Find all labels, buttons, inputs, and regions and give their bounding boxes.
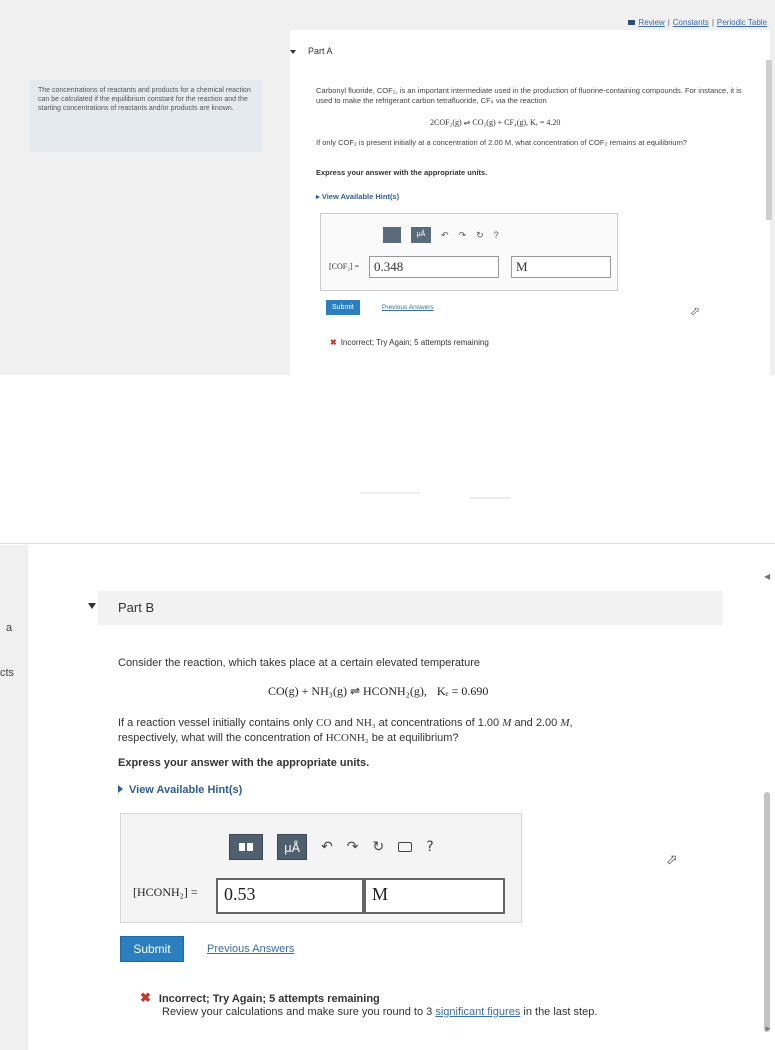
part-a-hint-link[interactable]: ▸ View Available Hint(s): [316, 192, 400, 201]
keyboard-icon[interactable]: [398, 842, 412, 852]
scrollbar-thumb[interactable]: [764, 792, 770, 1032]
feedback-title: Incorrect; Try Again; 5 attempts remaining: [158, 993, 380, 1005]
reset-icon[interactable]: ↻: [476, 229, 484, 240]
help-icon[interactable]: ?: [493, 230, 499, 240]
part-b-submit-button[interactable]: Submit: [120, 936, 184, 962]
part-a-toolbar: [383, 226, 499, 244]
part-a-answer-box: [320, 213, 618, 291]
scroll-up-icon[interactable]: ◀: [764, 572, 771, 581]
left-nav-item-a[interactable]: a: [6, 622, 13, 634]
part-a-header[interactable]: [290, 46, 333, 56]
section-divider: [0, 543, 775, 544]
blank-smudge: [470, 497, 510, 499]
feedback-detail: Review your calculations and make sure you round to 3 significant figures in the last step.: [162, 1006, 598, 1018]
part-b-answer-box: [120, 813, 522, 923]
cursor-icon: ⬀: [690, 304, 701, 318]
top-links: Review | Constants | Periodic Table: [628, 18, 767, 27]
part-b-title: Part B: [118, 600, 155, 615]
top-section: [0, 0, 775, 375]
undo-icon[interactable]: ↶: [441, 229, 449, 240]
part-b-unit-input[interactable]: M: [364, 878, 505, 914]
review-icon: [628, 20, 635, 25]
reset-icon[interactable]: ↻: [372, 839, 385, 855]
collapse-icon: [290, 50, 296, 54]
part-a-answer-input[interactable]: 0.348: [369, 256, 499, 278]
help-icon[interactable]: ?: [426, 839, 434, 855]
part-b-previous-answers-link[interactable]: Previous Answers: [207, 943, 295, 955]
part-a-submit-button[interactable]: Submit: [326, 300, 360, 315]
cursor-icon: ⬀: [666, 851, 678, 867]
part-a-title: Part A: [308, 46, 333, 56]
part-a-feedback: ✖ Incorrect; Try Again; 5 attempts remaining: [330, 338, 489, 347]
part-b-units-prompt: Express your answer with the appropriate units.: [118, 757, 370, 769]
part-b-question: If a reaction vessel initially contains only CO and NH₃ at concentrations of 1.00 M and 2.00 M, respectively, what will the concentration of HCONH₂ be at equilibrium?: [118, 717, 573, 744]
part-a-equation: 2COF₂(g) ⇌ CO₂(g) + CF₄(g), Kₑ = 4.20: [430, 118, 561, 127]
part-b-toolbar: [229, 834, 434, 860]
sidebar-text: The concentrations of reactants and products for a chemical reaction can be calculated if the equilibrium constant for the reaction and the starting concentrations of reactants and/or products are known.: [38, 87, 251, 112]
part-a-panel: [290, 30, 770, 375]
blank-smudge: [360, 492, 420, 494]
part-b-intro: Consider the reaction, which takes place at a certain elevated temperature: [118, 657, 480, 669]
part-a-unit-input[interactable]: M: [511, 256, 611, 278]
units-icon[interactable]: μÅ: [277, 834, 307, 860]
part-a-answer-label: [COF₂] =: [329, 262, 360, 271]
collapse-icon[interactable]: [88, 603, 96, 609]
left-nav-strip: [0, 545, 28, 1050]
part-a-previous-answers-link[interactable]: Previous Answers: [382, 304, 434, 311]
left-nav-item-cts[interactable]: cts: [0, 667, 15, 679]
significant-figures-link[interactable]: significant figures: [435, 1006, 521, 1018]
incorrect-x-icon: ✖: [330, 338, 337, 347]
undo-icon[interactable]: ↶: [321, 839, 333, 855]
units-icon[interactable]: μÅ: [411, 227, 431, 243]
part-b-equation: CO(g) + NH₃(g) ⇌ HCONH₂(g), Kₑ = 0.690: [268, 684, 489, 698]
intro-sidebar: [30, 80, 262, 152]
part-a-question: If only COF₂ is present initially at a concentration of 2.00 M, what concentration of COF₂ remains at equilibrium?: [316, 138, 687, 147]
expand-icon: [118, 785, 123, 793]
part-b-answer-label: [HCONH₂] =: [133, 885, 198, 899]
top-scrollbar[interactable]: [766, 60, 772, 220]
redo-icon[interactable]: ↷: [458, 229, 467, 240]
redo-icon[interactable]: ↷: [346, 839, 359, 855]
constants-link[interactable]: Constants: [672, 18, 709, 27]
scroll-down-icon[interactable]: ►: [764, 1024, 772, 1033]
part-a-units-prompt: Express your answer with the appropriate units.: [316, 168, 488, 177]
matrix-template-icon[interactable]: [383, 227, 401, 243]
part-b-header-bar[interactable]: [98, 591, 723, 625]
incorrect-x-icon: ✖: [140, 990, 151, 1005]
equilibrium-constant: Kₑ = 0.690: [436, 684, 489, 698]
part-b-answer-input[interactable]: 0.53: [216, 878, 364, 914]
page-scrollbar[interactable]: [762, 570, 772, 1040]
part-b-feedback: [140, 991, 740, 1019]
review-link[interactable]: Review: [638, 18, 665, 27]
part-b-hint-link[interactable]: View Available Hint(s): [118, 784, 242, 796]
matrix-template-icon[interactable]: [229, 834, 263, 860]
part-a-intro: Carbonyl fluoride, COF₂, is an important intermediate used in the production of fluorine-containing compounds. For instance, it is used to make the refrigerant carbon tetrafluoride, CF₄ via the reaction: [316, 86, 742, 105]
periodic-table-link[interactable]: Periodic Table: [716, 18, 767, 27]
